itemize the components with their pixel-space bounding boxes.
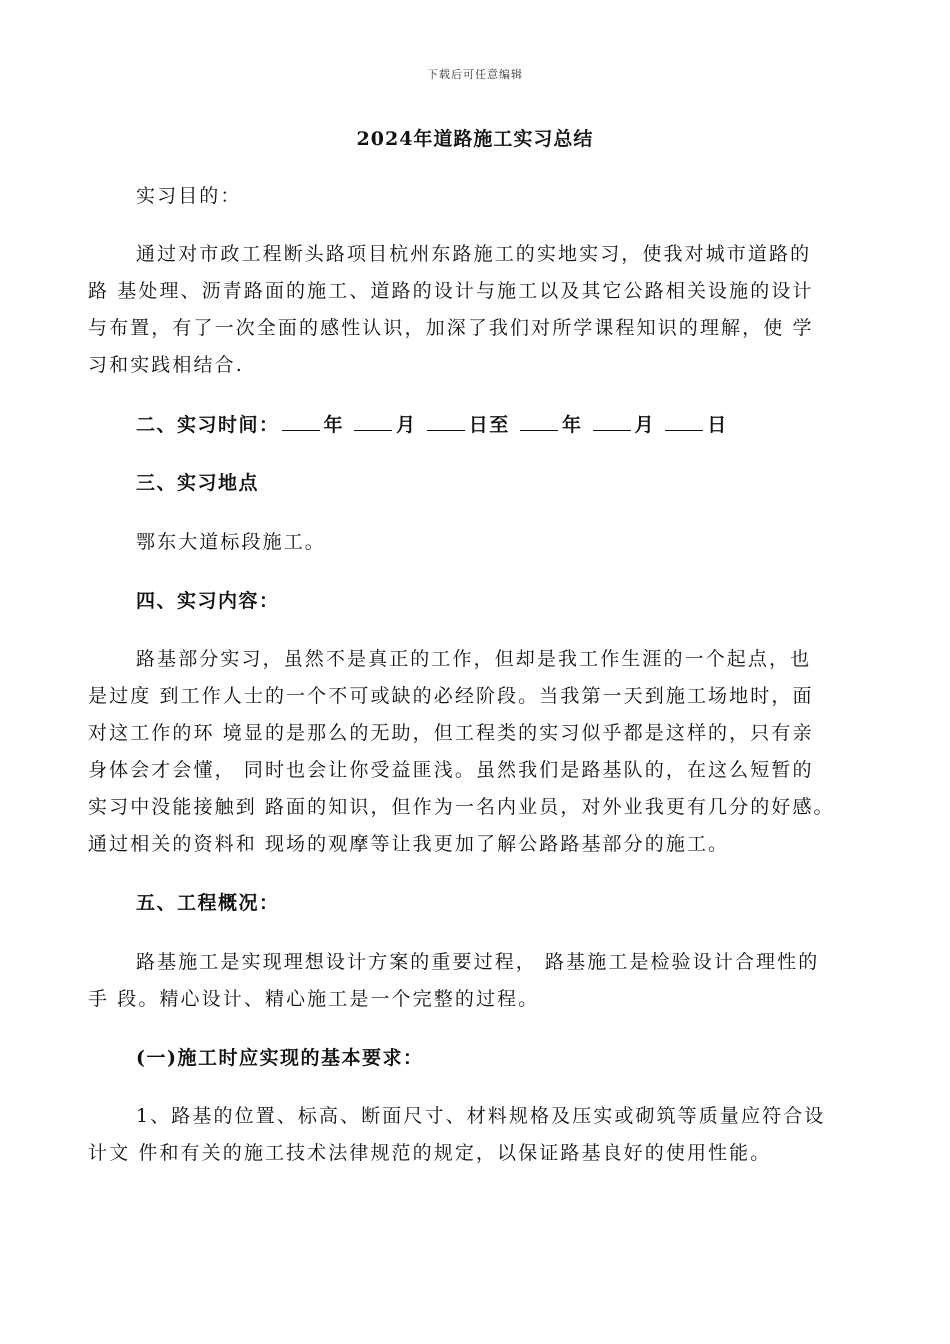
year-end-label: 年 [561,414,583,436]
paragraph-line: 鄂东大道标段施工。 [136,531,326,553]
paragraph-line: 与布置，有了一次全面的感性认识，加深了我们对所学课程知识的理解，使 学 [88,317,814,339]
paragraph-line: 计文 件和有关的施工技术法律规范的规定，以保证路基良好的使用性能。 [88,1142,772,1164]
section-heading-purpose: 实习目的： [136,185,242,207]
blank-year-start [282,412,320,431]
month-end-label: 月 [634,414,656,436]
section-heading-location: 三、实习地点 [136,472,260,494]
paragraph-line: 对这工作的环 境显的是那么的无助，但工程类的实习似乎都是这样的，只有亲 [88,722,814,744]
paragraph-line: 通过对市政工程断头路项目杭州东路施工的实地实习，使我对城市道路的 [136,243,812,265]
paragraph-line: 通过相关的资料和 现场的观摩等让我更加了解公路路基部分的施工。 [88,833,730,855]
document-title: 2024年道路施工实习总结 [356,128,594,150]
blank-day-start [427,412,465,431]
year-start-label: 年 [323,414,345,436]
paragraph-line: 身体会才会懂， 同时也会让你受益匪浅。虽然我们是路基队的，在这么短暂的 [88,759,814,781]
paragraph-line: 路基施工是实现理想设计方案的重要过程， 路基施工是检验设计合理性的 [136,951,820,973]
blank-year-end [520,412,558,431]
paragraph-line: 1、路基的位置、标高、断面尺寸、材料规格及压实或砌筑等质量应符合设 [136,1105,826,1127]
header-note: 下载后可任意编辑 [427,68,523,81]
section-heading-overview: 五、工程概况： [136,892,280,914]
month-start-label: 月 [396,414,417,436]
section-heading-content: 四、实习内容： [136,590,280,612]
section-heading-time [136,412,728,437]
paragraph-line: 是过度 到工作人士的一个不可或缺的必经阶段。当我第一天到施工场地时，面 [88,685,814,707]
blank-day-end [665,412,703,431]
day-end-label: 日 [707,414,728,436]
paragraph-line: 手 段。精心设计、精心施工是一个完整的过程。 [88,988,540,1010]
paragraph-line: 习和实践相结合. [88,354,244,376]
blank-month-end [593,412,631,431]
paragraph-line: 实习中没能接触到 路面的知识，但作为一名内业员，对外业我更有几分的好感。 [88,796,835,818]
paragraph-line: 路基部分实习，虽然不是真正的工作，但却是我工作生涯的一个起点，也 [136,648,812,670]
subsection-heading-requirements: (一)施工时应实现的基本要求： [136,1047,424,1069]
blank-month-start [354,412,392,431]
time-label: 二、实习时间： [136,414,280,436]
paragraph-line: 路 基处理、沥青路面的施工、道路的设计与施工以及其它公路相关设施的设计 [88,280,814,302]
day-start-label: 日至 [468,414,510,436]
